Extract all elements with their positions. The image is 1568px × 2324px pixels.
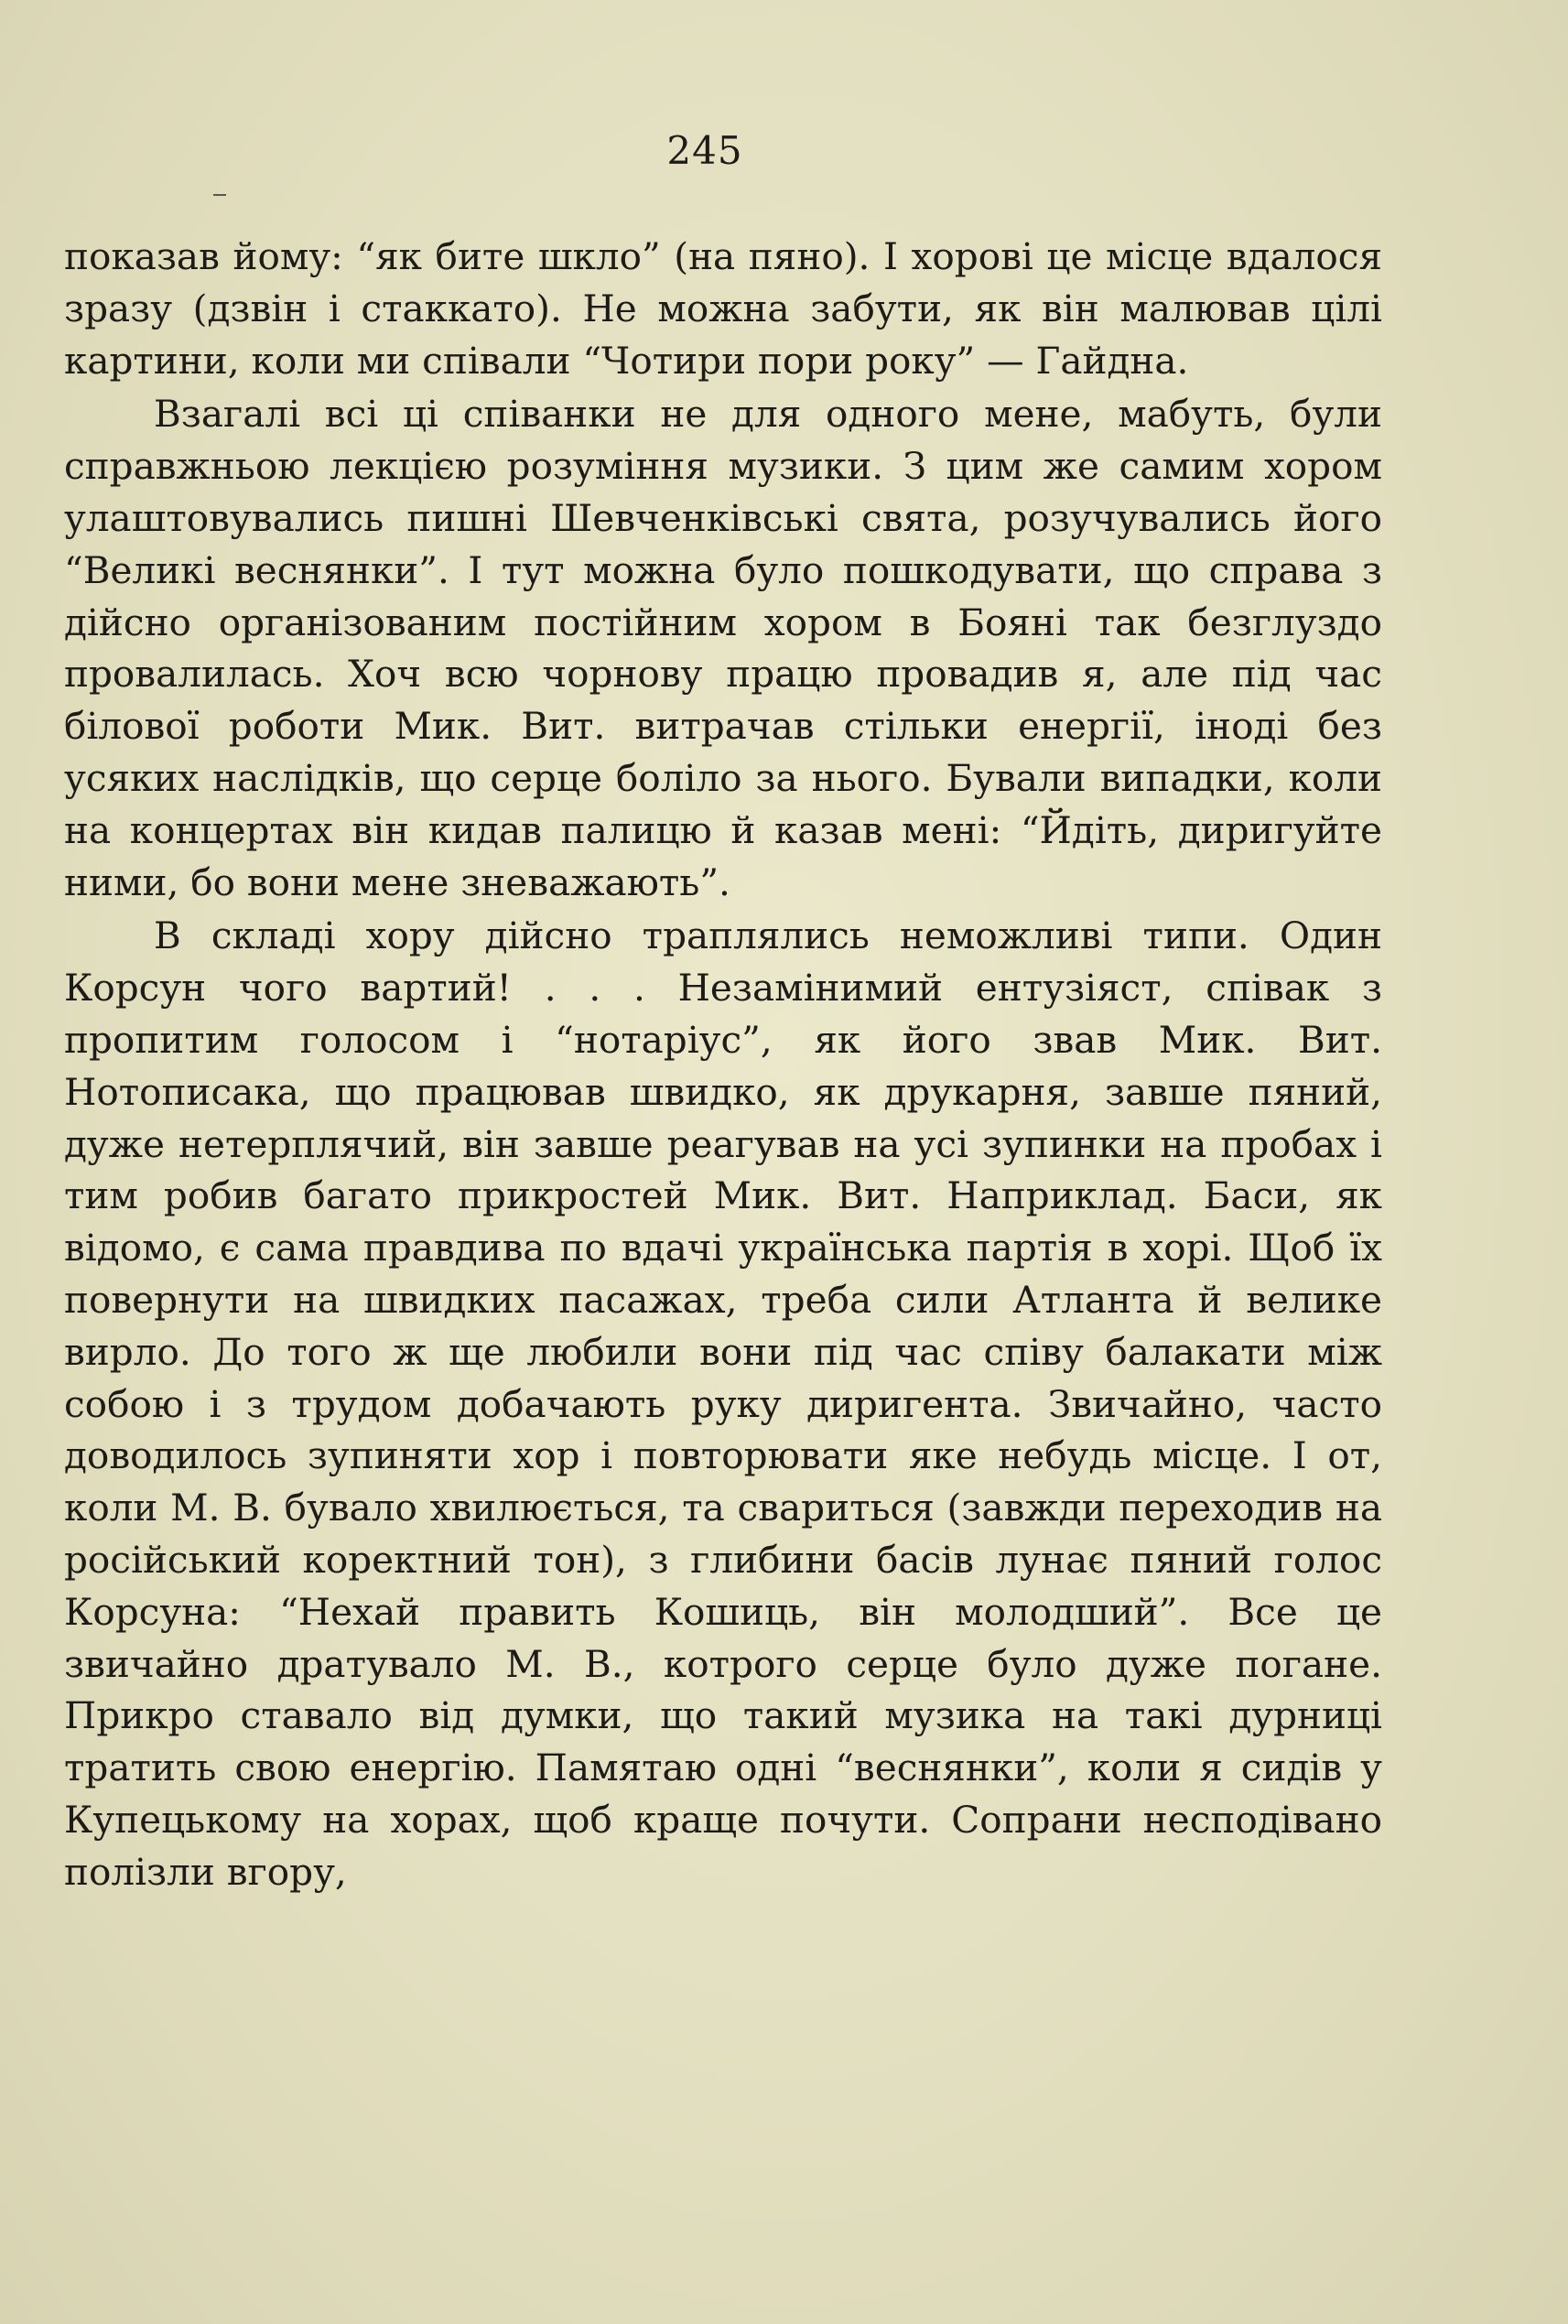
paragraph-3: В складі хору дійсно траплялись неможливі типи. Один Корсун чого вартий! . . . Незамінимий ентузіяст, співак з пропитим голосом і “нотаріус”, як його звав Мик. Вит. Нотописака, що працював швидко, як друкарня, завше пяний, дуже нетерплячий, він завше реагував на усі зупинки на пробах і тим робив багато прикростей Мик. Вит. Наприклад. Баси, як відомо, є сама правдива по вдачі українська партія в хорі. Щоб їх повернути на швидких пасажах, треба сили Атланта й велике вирло. До того ж ще любили вони під час співу балакати між собою і з трудом добачають руку диригента. Звичайно, часто доводилось зупиняти хор і повторювати яке небудь місце. І от, коли М. В. бувало хвилюється, та свариться (завжди переходив на російський коректний тон), з глибини басів лунає пяний голос Корсуна: “Нехай править Кошиць, він молодший”. Все це звичайно дратувало М. В., котрого серце було дуже погане. Прикро ставало від думки, що такий музика на такі дурниці тратить свою енергію. Памятаю одні “веснянки”, коли я сидів у Купецькому на хорах, щоб краще почути. Сопрани несподівано полізли вгору, — [64, 913, 1382, 1894]
page-number: 245 — [666, 128, 743, 173]
margin-mark — [213, 194, 226, 196]
body-text — [64, 231, 1382, 1898]
paragraph-1: показав йому: “як бите шкло” (на пяно). І хорові це місце вдалося зразу (дзвін і стаккато). Не можна забути, як він малював цілі картини, коли ми співали “Чотири пори року” — Гайдна. — [64, 234, 1382, 383]
paragraph-2: Взагалі всі ці співанки не для одного мене, мабуть, були справжньою лекцією розуміння музики. З цим же самим хором улаштовувались пишні Шевченківські свята, розучувались його “Великі веснянки”. І тут можна було пошкодувати, що справа з дійсно організованим постійним хором в Бояні так безглуздо провалилась. Хоч всю чорнову працю провадив я, але під час білової роботи Мик. Вит. витрачав стільки енергії, іноді без усяких наслідків, що серце боліло за нього. Бували випадки, коли на концертах він кидав палицю й казав мені: “Йдіть, диригуйте ними, бо вони мене зневажають”. — [64, 392, 1382, 904]
